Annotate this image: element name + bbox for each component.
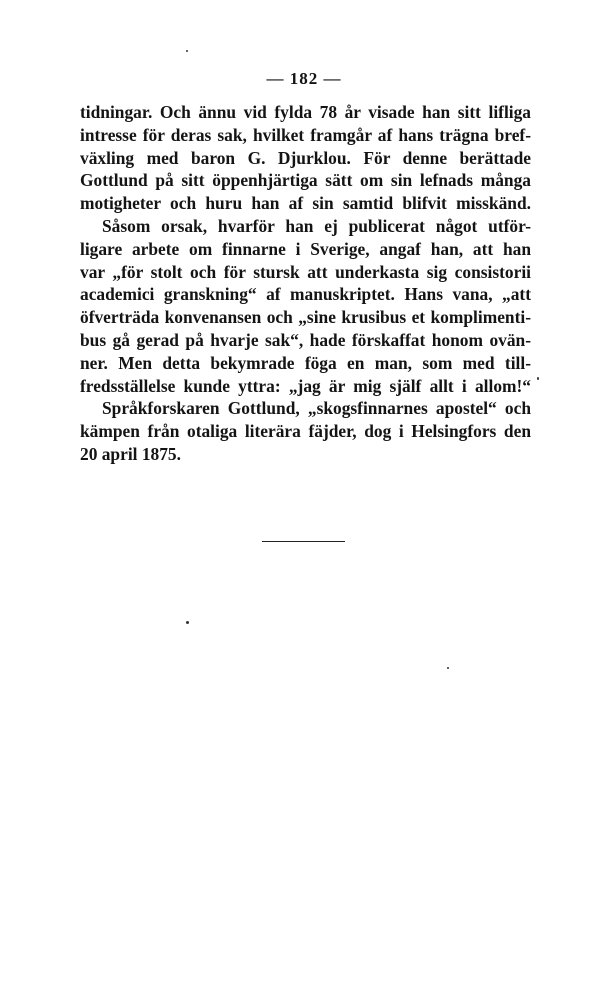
text-line: academici granskning“ af manuskriptet. Hans vana, „att [80, 284, 531, 305]
text-line: fredsställelse kunde yttra: „jag är mig själf allt i allom!“ [80, 375, 531, 396]
text-line: intresse för deras sak, hvilket framgår af hans trägna bref- [80, 124, 531, 145]
closing-rule [262, 541, 345, 542]
paper-speck [186, 50, 188, 52]
text-line: Språkforskaren Gottlund, „skogsfinnarnes apostel“ och [102, 398, 531, 419]
text-line: bus gå gerad på hvarje sak“, hade förskaffat honom ovän- [80, 329, 531, 350]
text-line: 20 april 1875. [80, 443, 181, 464]
text-line: ligare arbete om finnarne i Sverige, angaf han, att han [80, 238, 531, 259]
page-number: — 182 — [266, 69, 342, 88]
text-line: växling med baron G. Djurklou. För denne berättade [80, 147, 531, 168]
text-line: kämpen från otaliga literära fäjder, dog i Helsingfors den [80, 421, 531, 442]
paper-speck [447, 667, 449, 669]
text-line: öfverträda konvenansen och „sine krusibus et komplimenti- [80, 307, 531, 328]
text-line: ner. Men detta bekymrade föga en man, som med till- [80, 352, 531, 373]
text-line: tidningar. Och ännu vid fylda 78 år visade han sitt lifliga [80, 102, 531, 122]
text-line: var „för stolt och för stursk att underkasta sig consistorii [80, 261, 531, 282]
text-line: Gottlund på sitt öppenhjärtiga sätt om sin lefnads många [80, 170, 531, 191]
paper-speck [537, 377, 539, 380]
text-line: motigheter och huru han af sin samtid blifvit misskänd. [80, 193, 531, 214]
body-text [80, 101, 531, 466]
paper-speck [186, 621, 189, 624]
text-line: Såsom orsak, hvarför han ej publicerat något utför- [102, 215, 531, 236]
